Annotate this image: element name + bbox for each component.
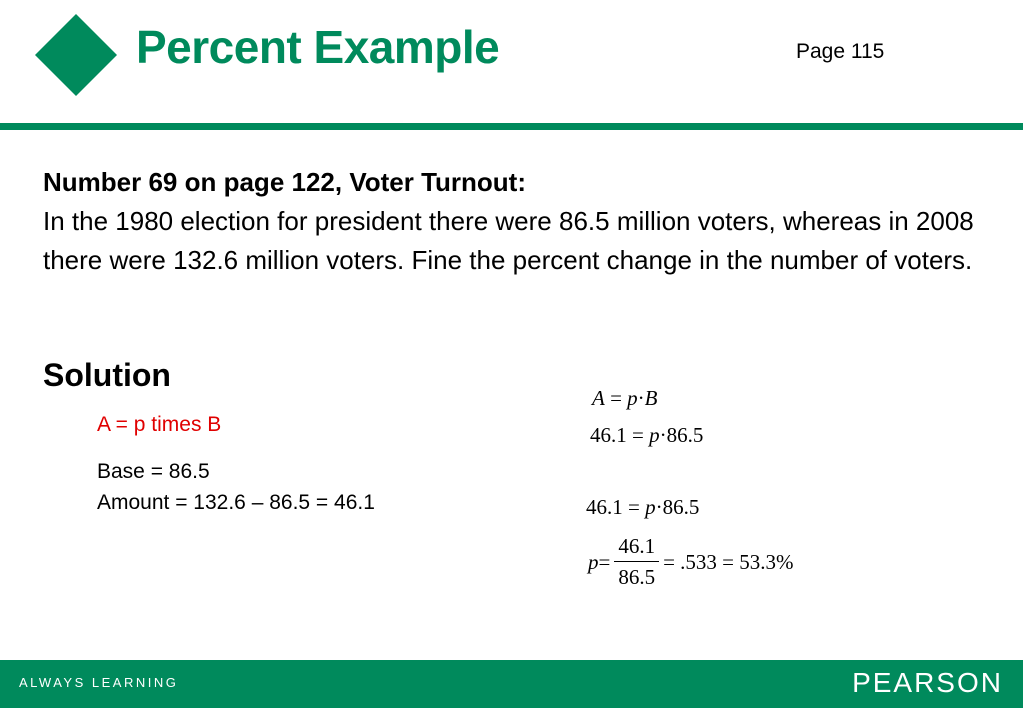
base-text: Base = 86.5	[97, 460, 210, 483]
pearson-logo: PEARSON	[852, 667, 1003, 698]
problem-body: In the 1980 election for president there were 86.5 million voters, whereas in 2008 there were 132.6 million voters. Fine the percent change in the number of voters.	[43, 206, 974, 275]
amount-text: Amount = 132.6 – 86.5 = 46.1	[97, 491, 375, 514]
solution-heading: Solution	[43, 357, 171, 393]
problem-block	[43, 163, 983, 280]
equation-solved: p = $\frac{46.1}{86.5}$ = .533 = 53.3%	[588, 534, 794, 589]
footer-bar	[0, 660, 1023, 708]
fraction-denominator: 86.5	[618, 565, 656, 589]
equation-repeat: 46.1 = p·86.5	[586, 495, 700, 519]
formula-text: A = p times B	[97, 413, 222, 436]
equation-result: = .533 = 53.3%	[663, 549, 794, 574]
fraction-numerator: 46.1	[614, 534, 659, 562]
page-number: Page 115	[796, 40, 885, 63]
equation-general: A = p·B	[592, 386, 658, 410]
diamond-logo-icon	[35, 14, 117, 96]
fraction	[614, 534, 659, 590]
problem-heading: Number 69 on page 122, Voter Turnout:	[43, 167, 526, 197]
header-divider	[0, 123, 1023, 130]
footer-tagline: ALWAYS LEARNING	[19, 675, 179, 690]
equation-substituted: 46.1 = p·86.5	[590, 423, 704, 447]
page-title: Percent Example	[136, 21, 500, 73]
